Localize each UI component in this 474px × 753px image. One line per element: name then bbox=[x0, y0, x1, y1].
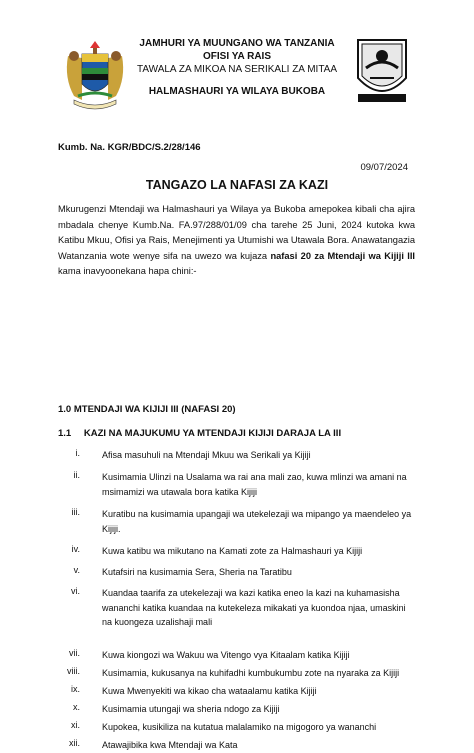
header-department: TAWALA ZA MIKOA NA SERIKALI ZA MITAA bbox=[136, 64, 338, 75]
item-number: i. bbox=[75, 448, 80, 458]
header-country: JAMHURI YA MUUNGANO WA TANZANIA bbox=[139, 38, 335, 49]
header-office: OFISI YA RAIS bbox=[203, 51, 271, 62]
item-number: ii. bbox=[73, 470, 80, 480]
item-text: Kuwa kiongozi wa Wakuu wa Vitengo vya Kitaalam katika Kijiji bbox=[102, 650, 350, 660]
item-text: Kuwa katibu wa mikutano na Kamati zote za Halmashauri ya Kijiji bbox=[102, 546, 363, 556]
intro-tail: kama inavyoonekana hapa chini:- bbox=[58, 266, 197, 276]
item-text: Kuratibu na kusimamia upangaji wa utekelezaji wa mipango ya maendeleo ya Kijiji. bbox=[102, 509, 412, 534]
item-text: Kusimamia, kukusanya na kuhifadhi kumbukumbu zote na nyaraka za Kijiji bbox=[102, 668, 400, 678]
item-number: x. bbox=[72, 702, 80, 712]
item-number: xii. bbox=[69, 738, 80, 748]
item-text: Kusimamia utungaji wa sheria ndogo za Kijiji bbox=[102, 704, 280, 714]
section-heading-1-1 bbox=[58, 428, 341, 439]
item-number: ix. bbox=[71, 684, 80, 694]
item-number: v. bbox=[73, 565, 80, 575]
item-number: iv. bbox=[71, 544, 80, 554]
section-title: KAZI NA MAJUKUMU YA MTENDAJI KIJIJI DARAJA LA III bbox=[83, 428, 342, 439]
item-text: Kutafsiri na kusimamia Sera, Sheria na Taratibu bbox=[102, 567, 292, 577]
item-number: iii. bbox=[71, 507, 80, 517]
section-number: 1.1 bbox=[58, 428, 72, 439]
item-number: vi. bbox=[71, 586, 80, 596]
item-text: Kupokea, kusikiliza na kutatua malalamiko na migogoro ya wananchi bbox=[102, 722, 377, 732]
item-text: Afisa masuhuli na Mtendaji Mkuu wa Serikali ya Kijiji bbox=[102, 450, 311, 460]
section-title: MTENDAJI WA KIJIJI III (NAFASI 20) bbox=[73, 404, 236, 415]
section-heading-1 bbox=[58, 404, 236, 415]
reference-number: Kumb. Na. KGR/BDC/S.2/28/146 bbox=[58, 142, 201, 153]
item-number: viii. bbox=[67, 666, 80, 676]
document-date: 09/07/2024 bbox=[360, 162, 408, 173]
item-text: Kusimamia Ulinzi na Usalama wa rai ana mali zao, kuwa mlinzi wa amani na msimamizi wa utawala bora katika Kijiji bbox=[102, 472, 407, 497]
header-council: HALMASHAURI YA WILAYA BUKOBA bbox=[148, 86, 326, 97]
item-number: vii. bbox=[69, 648, 80, 658]
section-number: 1.0 bbox=[58, 404, 72, 415]
intro-paragraph bbox=[58, 202, 415, 280]
item-text: Kuandaa taarifa za utekelezaji wa kazi katika eneo la kazi na kuhamasisha wananchi katika kuandaa na kutekeleza mikakati ya kuondoa njaa, umaskini na kuongeza uzalishaji mali bbox=[102, 588, 406, 627]
intro-text: Mkurugenzi Mtendaji wa Halmashauri ya Wilaya ya Bukoba amepokea kibali cha ajira mbadala chenye Kumb.Na. FA.97/288/01/09 cha tarehe 25 Juni, 2024 kutoka kwa Katibu Mkuu, Ofisi ya Rais, Menejimenti ya Utumishi wa Utawala Bora. Anawatangazia Watanzania wote wenye sifa na uwezo wa kujaza bbox=[58, 204, 415, 261]
item-text: Kuwa Mwenyekiti wa kikao cha wataalamu katika Kijiji bbox=[102, 686, 317, 696]
item-text: Atawajibika kwa Mtendaji wa Kata bbox=[102, 740, 238, 750]
page-title: TANGAZO LA NAFASI ZA KAZI bbox=[145, 178, 329, 192]
item-number: xi. bbox=[71, 720, 80, 730]
intro-bold: nafasi 20 za Mtendaji wa Kijiji III bbox=[270, 250, 415, 261]
